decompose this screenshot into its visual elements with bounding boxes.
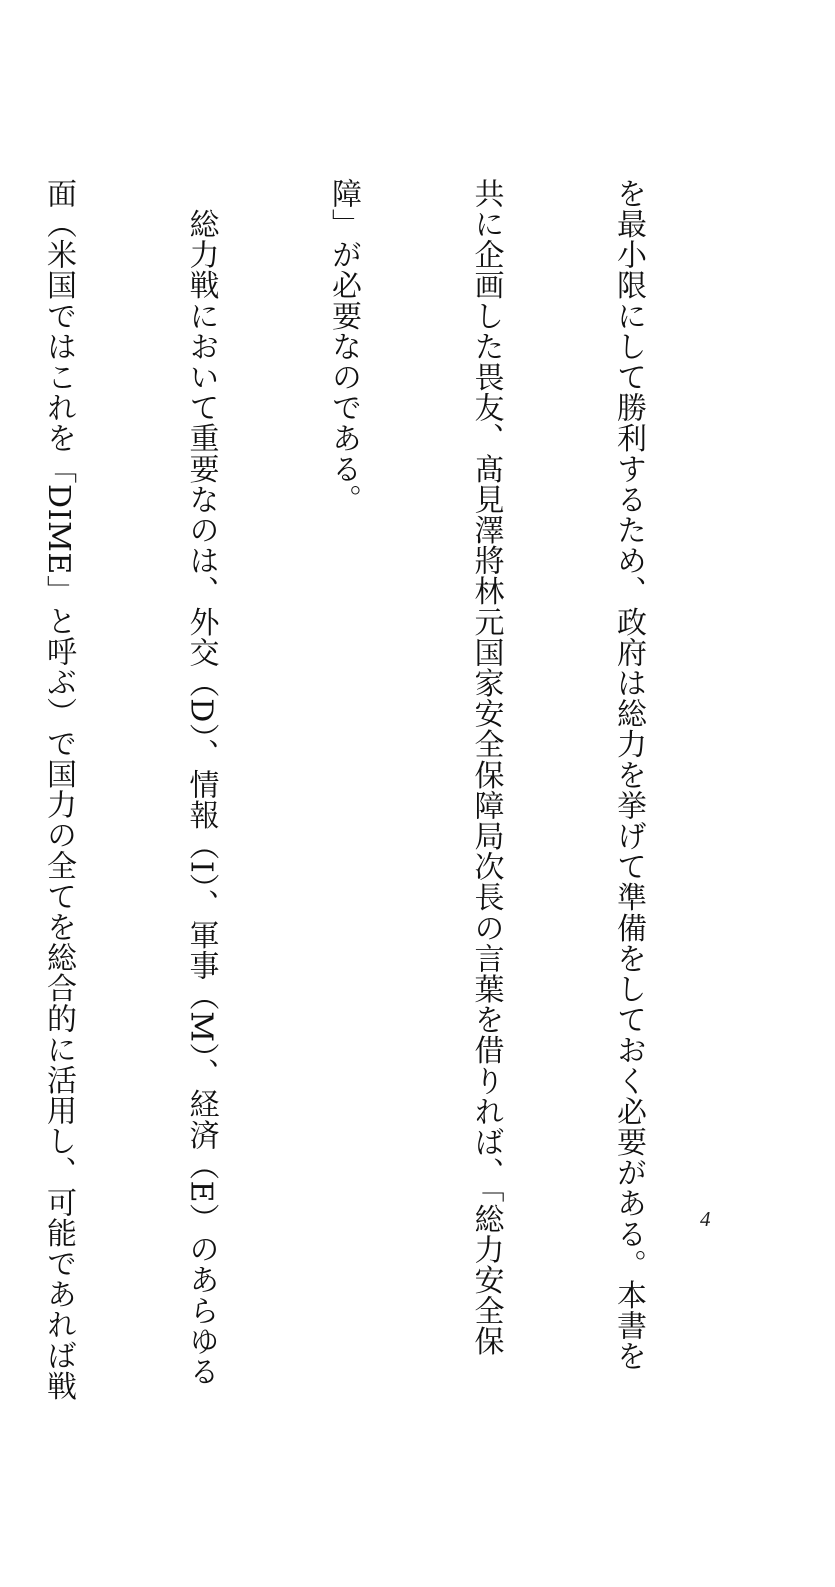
text-line: 共に企画した畏友、髙見澤將林元国家安全保障局次長の言葉を借りれば、「総力安全保	[468, 178, 504, 1357]
vertical-body-text	[0, 178, 747, 1402]
text-line: 面（米国ではこれを「DIME」と呼ぶ）で国力の全てを総合的に活用し、可能であれば戦	[41, 178, 76, 1402]
text-line: 障」が必要なのである。	[326, 178, 361, 515]
page-number: 4	[700, 1207, 711, 1231]
text-line: を最小限にして勝利するため、政府は総力を挙げて準備をしておく必要がある。本書を	[611, 178, 646, 1372]
text-line: 総力戦において重要なのは、外交（D）、情報（I）、軍事（M）、経済（E）のあらゆる	[183, 178, 219, 1387]
